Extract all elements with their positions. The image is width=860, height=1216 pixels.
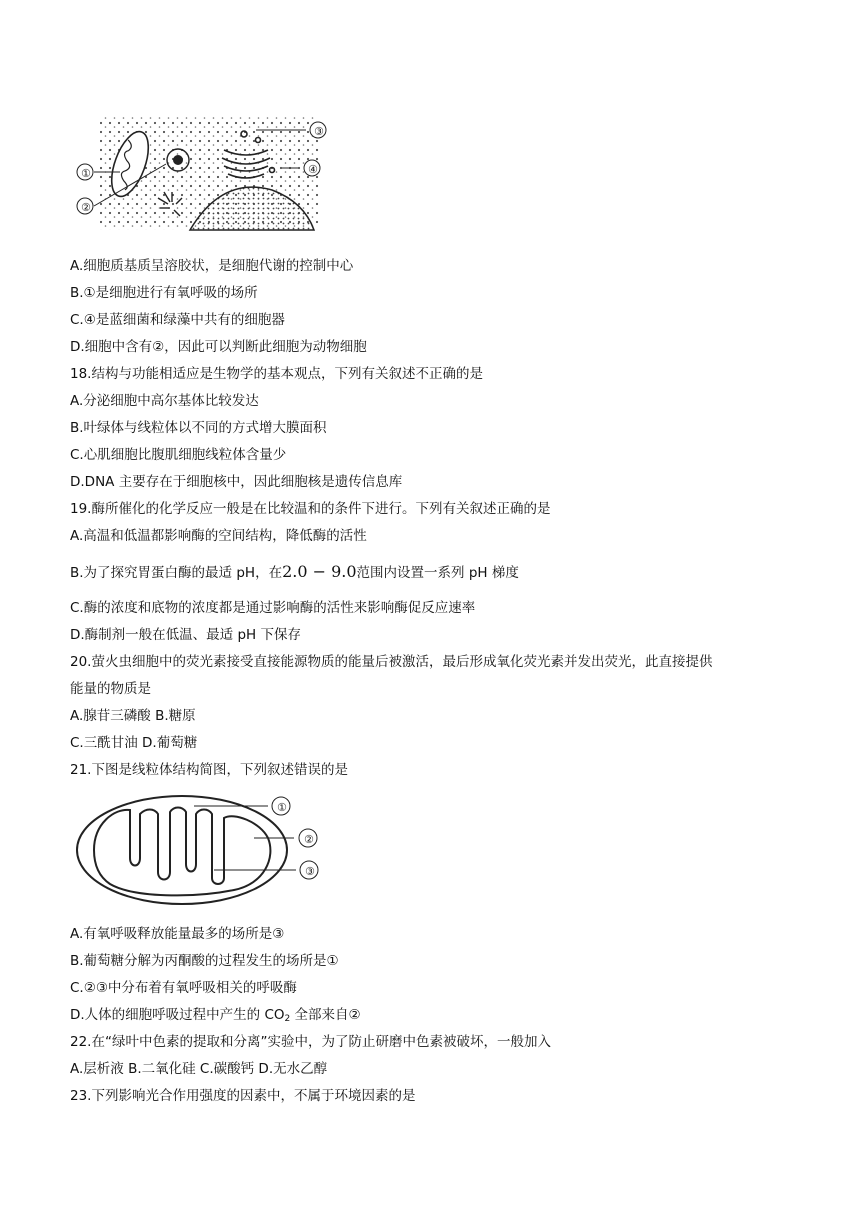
- figure1-label-2: ②: [81, 201, 91, 214]
- q20-stem-line2: 能量的物质是: [70, 681, 151, 697]
- q19-option-a: A.高温和低温都影响酶的空间结构，降低酶的活性: [70, 528, 367, 544]
- q21-option-c: C.②③中分布着有氧呼吸相关的呼吸酶: [70, 980, 297, 996]
- q22-stem: 22.在“绿叶中色素的提取和分离”实验中，为了防止研磨中色素被破坏，一般加入: [70, 1034, 551, 1050]
- q19-option-b-math: 2.0 − 9.0: [282, 562, 357, 581]
- q19-option-b-post: 范围内设置一系列 pH 梯度: [356, 565, 519, 581]
- cell-diagram: [72, 112, 342, 234]
- q22-options: A.层析液 B.二氧化硅 C.碳酸钙 D.无水乙醇: [70, 1061, 328, 1077]
- q17-option-a: A.细胞质基质呈溶胶状，是细胞代谢的控制中心: [70, 258, 354, 274]
- q21-option-d-pre: D.人体的细胞呼吸过程中产生的 CO: [70, 1007, 285, 1023]
- q19-option-b-pre: B.为了探究胃蛋白酶的最适 pH，在: [70, 565, 283, 581]
- q23-stem: 23.下列影响光合作用强度的因素中，不属于环境因素的是: [70, 1088, 416, 1104]
- mitochondrion-diagram: [74, 788, 334, 910]
- figure1-label-3: ③: [314, 125, 324, 138]
- figure2-label-2: ②: [304, 833, 314, 846]
- q21-option-d-sub: 2: [284, 1014, 291, 1024]
- q18-option-b: B.叶绿体与线粒体以不同的方式增大膜面积: [70, 420, 327, 436]
- q19-option-b: [70, 563, 519, 582]
- q21-option-d: [70, 1006, 361, 1028]
- q21-option-a: A.有氧呼吸释放能量最多的场所是③: [70, 926, 285, 942]
- q21-option-b: B.葡萄糖分解为丙酮酸的过程发生的场所是①: [70, 953, 339, 969]
- q17-option-b: B.①是细胞进行有氧呼吸的场所: [70, 285, 258, 301]
- q17-option-d: D.细胞中含有②，因此可以判断此细胞为动物细胞: [70, 339, 367, 355]
- figure1-label-1: ①: [81, 167, 91, 180]
- q19-stem: 19.酶所催化的化学反应一般是在比较温和的条件下进行。下列有关叙述正确的是: [70, 501, 551, 517]
- q18-option-c: C.心肌细胞比腹肌细胞线粒体含量少: [70, 447, 287, 463]
- figure1-label-4: ④: [308, 163, 318, 176]
- q17-option-c: C.④是蓝细菌和绿藻中共有的细胞器: [70, 312, 285, 328]
- q21-stem: 21.下图是线粒体结构简图，下列叙述错误的是: [70, 762, 348, 778]
- q18-stem: 18.结构与功能相适应是生物学的基本观点，下列有关叙述不正确的是: [70, 366, 483, 382]
- q19-option-c: C.酶的浓度和底物的浓度都是通过影响酶的活性来影响酶促反应速率: [70, 600, 476, 616]
- q20-stem-line1: 20.萤火虫细胞中的荧光素接受直接能源物质的能量后被激活，最后形成氧化荧光素并发出荧光，此直接提供: [70, 654, 713, 670]
- q18-option-d: D.DNA 主要存在于细胞核中，因此细胞核是遗传信息库: [70, 474, 403, 490]
- q18-option-a: A.分泌细胞中高尔基体比较发达: [70, 393, 259, 409]
- q21-option-d-post: 全部来自②: [290, 1007, 361, 1023]
- q20-options-cd: C.三酰甘油 D.葡萄糖: [70, 735, 198, 751]
- figure2-label-1: ①: [277, 801, 287, 814]
- q19-option-d: D.酶制剂一般在低温、最适 pH 下保存: [70, 627, 301, 643]
- figure2-label-3: ③: [305, 865, 315, 878]
- q20-options-ab: A.腺苷三磷酸 B.糖原: [70, 708, 196, 724]
